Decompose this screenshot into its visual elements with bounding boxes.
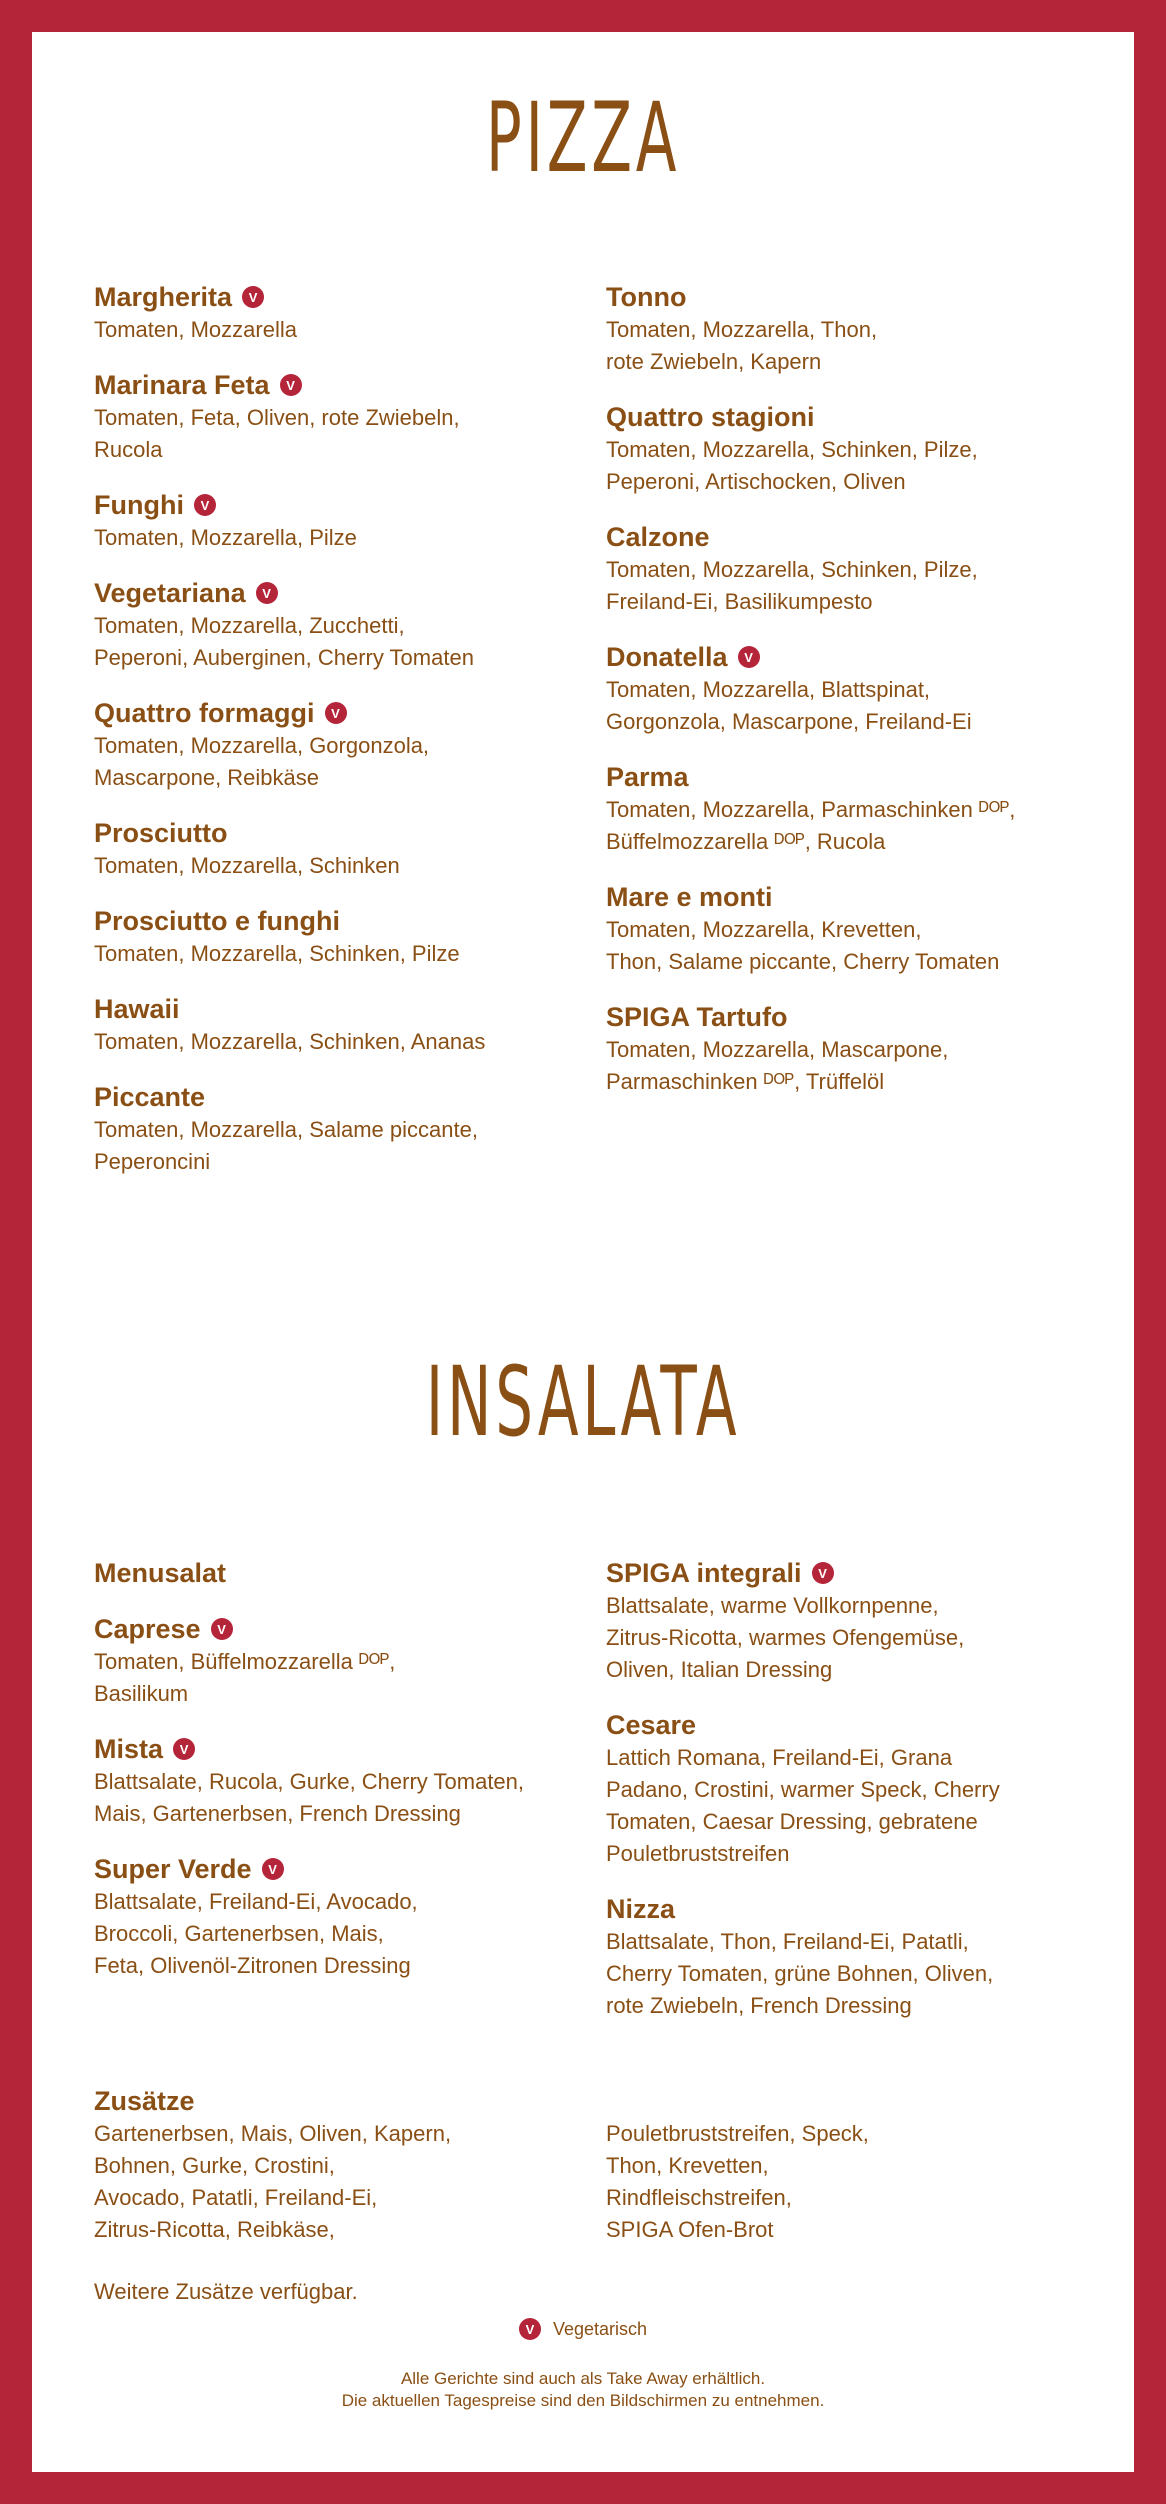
menu-item	[606, 520, 1086, 618]
menu-item-title: Piccante	[94, 1082, 206, 1112]
menu-item	[606, 1000, 1086, 1098]
menu-item-title: Hawaii	[94, 994, 180, 1024]
menu-item-description: Tomaten, Mozzarella, Schinken, Pilze,	[606, 557, 978, 582]
menu-item-name	[606, 1892, 1086, 1926]
menu-item-name	[94, 992, 574, 1026]
menu-item-title: Prosciutto e funghi	[94, 906, 340, 936]
menu-item	[94, 904, 574, 970]
menu-item-name	[606, 760, 1086, 794]
zusaetze-line: Thon, Krevetten,	[606, 2153, 769, 2178]
menu-item-title: Nizza	[606, 1894, 676, 1924]
pizza-right-column	[606, 280, 1086, 1120]
menu-item	[94, 696, 574, 794]
zusaetze-line: Pouletbruststreifen, Speck,	[606, 2121, 869, 2146]
menu-item-title: Donatella	[606, 642, 728, 672]
menu-item	[94, 1556, 574, 1590]
vegetarian-badge-icon: V	[812, 1562, 834, 1584]
menu-item-description: Blattsalate, Thon, Freiland-Ei, Patatli,	[606, 1929, 969, 1954]
zusaetze-more: Weitere Zusätze verfügbar.	[94, 2279, 358, 2304]
menu-item-description: Padano, Crostini, warmer Speck, Cherry	[606, 1777, 1000, 1802]
footer-line-2: Die aktuellen Tagespreise sind den Bildschirmen zu entnehmen.	[341, 2391, 825, 2410]
menu-item-description: Blattsalate, Freiland-Ei, Avocado,	[94, 1889, 418, 1914]
menu-item-name	[94, 1852, 574, 1886]
menu-item	[94, 816, 574, 882]
zusaetze-line: Bohnen, Gurke, Crostini,	[94, 2153, 335, 2178]
menu-item-description: Zitrus-Ricotta, warmes Ofengemüse,	[606, 1625, 965, 1650]
menu-item	[94, 1732, 574, 1830]
menu-item-title: SPIGA integrali	[606, 1558, 802, 1588]
menu-item-name	[606, 640, 1086, 674]
menu-item-title: Vegetariana	[94, 578, 246, 608]
menu-item-title: Mista	[94, 1734, 164, 1764]
menu-item-description: Cherry Tomaten, grüne Bohnen, Oliven,	[606, 1961, 994, 1986]
insalata-left-column	[94, 1556, 574, 2004]
menu-item-name	[94, 1612, 574, 1646]
vegetarian-badge-icon: V	[280, 374, 302, 396]
menu-item	[94, 1080, 574, 1178]
menu-item-description: Tomaten, Mozzarella, Salame piccante,	[94, 1117, 478, 1142]
menu-item-name	[94, 488, 574, 522]
menu-item-description: Lattich Romana, Freiland-Ei, Grana	[606, 1745, 953, 1770]
menu-item-description: Tomaten, Mozzarella, Schinken, Ananas	[94, 1029, 486, 1054]
menu-item-description: Tomaten, Feta, Oliven, rote Zwiebeln,	[94, 405, 460, 430]
menu-item-description: Tomaten, Mozzarella, Gorgonzola,	[94, 733, 430, 758]
menu-item	[94, 488, 574, 554]
insalata-title: INSALATA	[425, 1346, 741, 1458]
menu-item-title: Margherita	[94, 282, 233, 312]
menu-item-title: Mare e monti	[606, 882, 773, 912]
legend	[32, 2318, 1134, 2340]
menu-item	[606, 1892, 1086, 2022]
menu-item-title: Parma	[606, 762, 689, 792]
footer-line-1: Alle Gerichte sind auch als Take Away erhältlich.	[400, 2369, 766, 2388]
menu-item	[94, 1852, 574, 1982]
menu-item-name	[606, 880, 1086, 914]
vegetarian-badge-icon: V	[519, 2318, 541, 2340]
menu-page	[32, 32, 1134, 2472]
menu-item-description: Blattsalate, Rucola, Gurke, Cherry Tomaten,	[94, 1769, 525, 1794]
insalata-right-column	[606, 1556, 1086, 2044]
menu-item-title: Quattro stagioni	[606, 402, 815, 432]
menu-item-name	[94, 368, 574, 402]
menu-item-title: Tonno	[606, 282, 687, 312]
menu-item-description: Büffelmozzarella ᴰᴼᴾ, Rucola	[606, 829, 886, 854]
menu-item-description: Freiland-Ei, Basilikumpesto	[606, 589, 873, 614]
pizza-title: PIZZA	[485, 82, 681, 194]
menu-item-name	[94, 904, 574, 938]
menu-item-name	[94, 696, 574, 730]
menu-item-name	[94, 1556, 574, 1590]
menu-item-description: Feta, Olivenöl-Zitronen Dressing	[94, 1953, 411, 1978]
menu-item	[94, 1612, 574, 1710]
menu-item-description: Peperoncini	[94, 1149, 211, 1174]
menu-item	[94, 576, 574, 674]
menu-item-title: Menusalat	[94, 1558, 227, 1588]
menu-item-description: Gorgonzola, Mascarpone, Freiland-Ei	[606, 709, 972, 734]
zusaetze-line: SPIGA Ofen-Brot	[606, 2217, 774, 2242]
menu-item-description: Mascarpone, Reibkäse	[94, 765, 320, 790]
menu-item-title: Calzone	[606, 522, 710, 552]
vegetarian-badge-icon: V	[173, 1738, 195, 1760]
menu-item-title: Super Verde	[94, 1854, 252, 1884]
menu-item-title: Quattro formaggi	[94, 698, 315, 728]
menu-item-description: Tomaten, Mozzarella, Blattspinat,	[606, 677, 931, 702]
menu-item	[606, 400, 1086, 498]
zusaetze-right	[606, 2118, 1086, 2246]
menu-item-description: Tomaten, Mozzarella	[94, 317, 297, 342]
menu-item-name	[606, 280, 1086, 314]
menu-item-name	[606, 1556, 1086, 1590]
footer	[32, 2368, 1134, 2412]
menu-item-description: Peperoni, Artischocken, Oliven	[606, 469, 906, 494]
zusaetze-title: Zusätze	[94, 2086, 195, 2116]
menu-item-name	[606, 1708, 1086, 1742]
menu-item-title: SPIGA Tartufo	[606, 1002, 788, 1032]
menu-item	[94, 368, 574, 466]
vegetarian-badge-icon: V	[256, 582, 278, 604]
menu-item	[94, 992, 574, 1058]
menu-item	[94, 280, 574, 346]
vegetarian-badge-icon: V	[242, 286, 264, 308]
menu-item-title: Funghi	[94, 490, 184, 520]
vegetarian-badge-icon: V	[738, 646, 760, 668]
vegetarian-badge-icon: V	[262, 1858, 284, 1880]
menu-item-name	[606, 520, 1086, 554]
menu-item-description: Peperoni, Auberginen, Cherry Tomaten	[94, 645, 474, 670]
menu-item-title: Prosciutto	[94, 818, 228, 848]
menu-item-name	[94, 1732, 574, 1766]
menu-item-description: Tomaten, Mozzarella, Schinken	[94, 853, 400, 878]
menu-item-description: Broccoli, Gartenerbsen, Mais,	[94, 1921, 384, 1946]
pizza-left-column	[94, 280, 574, 1200]
menu-item-title: Cesare	[606, 1710, 697, 1740]
menu-item-description: Parmaschinken ᴰᴼᴾ, Trüffelöl	[606, 1069, 885, 1094]
zusaetze-left-list	[94, 2118, 574, 2246]
menu-item-description: Tomaten, Mozzarella, Mascarpone,	[606, 1037, 949, 1062]
menu-item-description: Tomaten, Büffelmozzarella ᴰᴼᴾ,	[94, 1649, 396, 1674]
vegetarian-badge-icon: V	[211, 1618, 233, 1640]
menu-item-description: Tomaten, Mozzarella, Parmaschinken ᴰᴼᴾ,	[606, 797, 1016, 822]
menu-item-description: Tomaten, Mozzarella, Schinken, Pilze	[94, 941, 460, 966]
zusaetze-line: Rindfleischstreifen,	[606, 2185, 792, 2210]
menu-item-name	[94, 576, 574, 610]
menu-item	[606, 280, 1086, 378]
menu-item-name	[606, 400, 1086, 434]
menu-item-description: Mais, Gartenerbsen, French Dressing	[94, 1801, 461, 1826]
menu-item-name	[94, 280, 574, 314]
menu-item-description: Rucola	[94, 437, 163, 462]
menu-item-description: rote Zwiebeln, Kapern	[606, 349, 822, 374]
vegetarian-badge-icon: V	[325, 702, 347, 724]
menu-item-name	[94, 1080, 574, 1114]
vegetarian-badge-icon: V	[194, 494, 216, 516]
menu-item-description: Tomaten, Caesar Dressing, gebratene	[606, 1809, 978, 1834]
menu-item	[606, 1556, 1086, 1686]
menu-item-description: Blattsalate, warme Vollkornpenne,	[606, 1593, 939, 1618]
menu-item-description: Tomaten, Mozzarella, Krevetten,	[606, 917, 922, 942]
menu-item-description: Tomaten, Mozzarella, Pilze	[94, 525, 357, 550]
legend-label: Vegetarisch	[552, 2318, 648, 2339]
menu-item	[606, 760, 1086, 858]
menu-item	[606, 640, 1086, 738]
zusaetze-line: Avocado, Patatli, Freiland-Ei,	[94, 2185, 378, 2210]
menu-item-title: Marinara Feta	[94, 370, 270, 400]
menu-item-description: Tomaten, Mozzarella, Schinken, Pilze,	[606, 437, 978, 462]
zusaetze-line: Zitrus-Ricotta, Reibkäse,	[94, 2217, 335, 2242]
menu-item	[606, 1708, 1086, 1870]
zusaetze-left	[94, 2084, 574, 2308]
menu-item-description: Thon, Salame piccante, Cherry Tomaten	[606, 949, 1000, 974]
zusaetze-line: Gartenerbsen, Mais, Oliven, Kapern,	[94, 2121, 452, 2146]
menu-item-title: Caprese	[94, 1614, 201, 1644]
menu-item-description: Oliven, Italian Dressing	[606, 1657, 833, 1682]
menu-item-description: Tomaten, Mozzarella, Zucchetti,	[94, 613, 405, 638]
menu-item-description: Tomaten, Mozzarella, Thon,	[606, 317, 878, 342]
menu-item-description: Pouletbruststreifen	[606, 1841, 790, 1866]
zusaetze-right-list	[606, 2118, 1086, 2246]
menu-item-description: rote Zwiebeln, French Dressing	[606, 1993, 912, 2018]
menu-item	[606, 880, 1086, 978]
menu-item-description: Basilikum	[94, 1681, 189, 1706]
menu-item-name	[94, 816, 574, 850]
menu-item-name	[606, 1000, 1086, 1034]
